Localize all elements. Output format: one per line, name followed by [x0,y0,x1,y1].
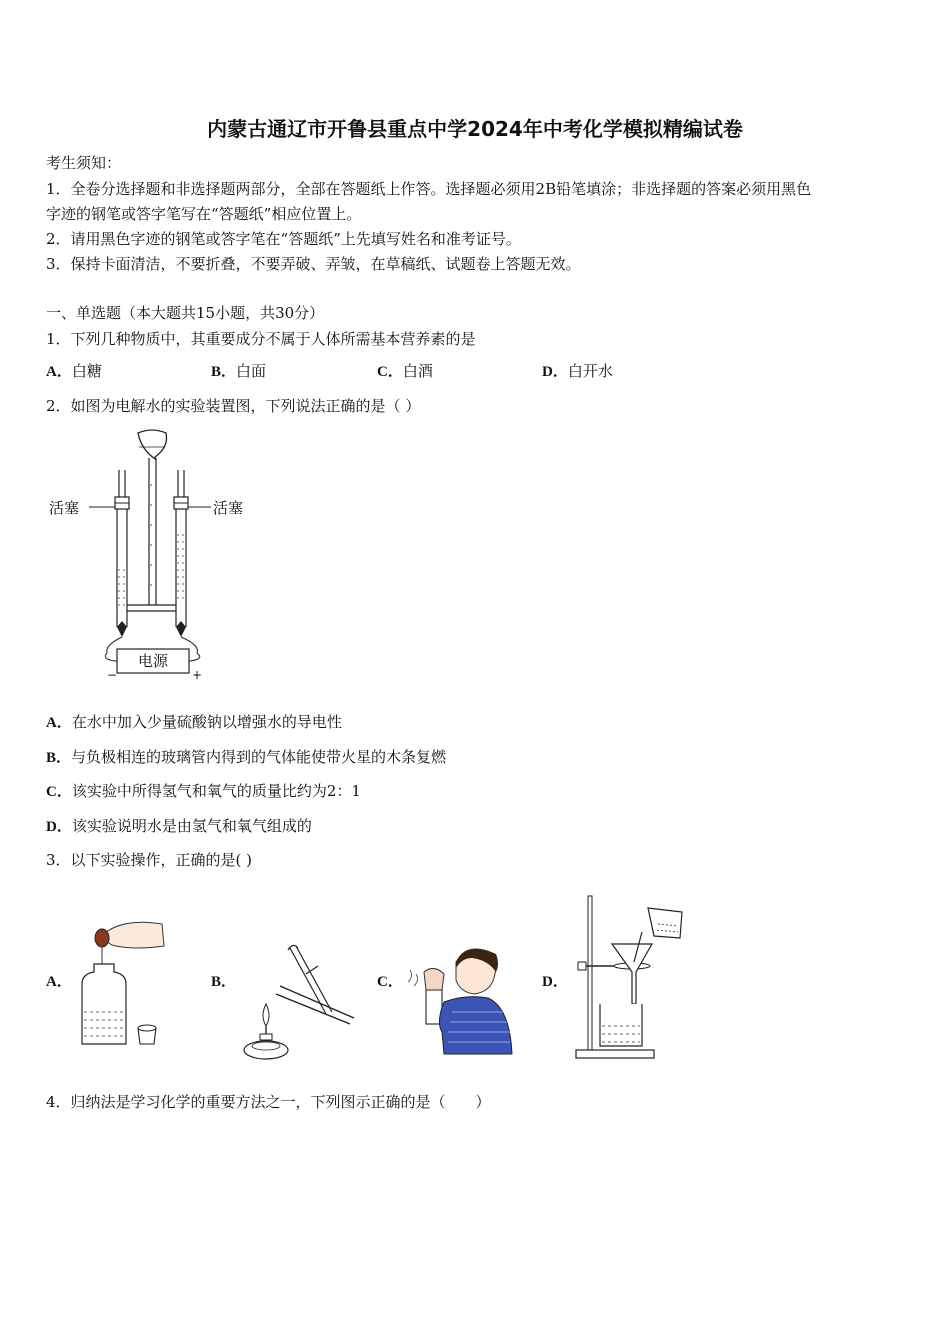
q2-option-b-text: 与负极相连的玻璃管内得到的气体能使带火星的木条复燃 [71,748,447,766]
negative-terminal-label: − [107,668,118,682]
power-source-label: 电源 [137,652,169,670]
q2-option-a-label: A． [46,715,72,731]
smelling-gas-figure [404,942,518,1058]
page-title: 内蒙古通辽市开鲁县重点中学2024年中考化学模拟精编试卷 [207,117,743,141]
q3-option-d-label: D． [542,974,568,990]
question-1-stem: 1．下列几种物质中，其重要成分不属于人体所需基本营养素的是 [46,330,476,348]
electrolysis-apparatus-figure [45,425,255,685]
right-stopcock-label: 活塞 [213,499,244,517]
q3-option-a-label: A． [46,974,72,990]
q2-option-d-text: 该实验说明水是由氢气和氧气组成的 [71,817,312,835]
question-2-stem: 2．如图为电解水的实验装置图，下列说法正确的是（ ） [46,397,421,415]
notice-item-1-line-1: 1．全卷分选择题和非选择题两部分，全部在答题纸上作答。选择题必须用2B铅笔填涂；非选择题的答案必须用黑色 [46,180,812,198]
q1-option-a-label: A． [46,364,72,380]
left-stopcock-label: 活塞 [49,499,80,517]
q1-option-b [211,360,266,381]
q1-option-c-label: C． [377,364,403,380]
q2-option-d [46,815,312,836]
q3-option-b-label: B． [211,974,237,990]
heating-test-tube-figure [236,942,358,1062]
positive-terminal-label: + [192,668,203,682]
q2-option-a [46,711,342,732]
notice-item-2: 2．请用黑色字迹的钢笔或答字笔在“答题纸”上先填写姓名和准考证号。 [46,230,521,248]
question-4-stem: 4．归纳法是学习化学的重要方法之一，下列图示正确的是（ ） [46,1093,491,1111]
q1-option-b-label: B． [211,364,237,380]
pouring-liquid-from-bottle-figure [76,912,168,1052]
q2-option-a-text: 在水中加入少量硫酸钠以增强水的导电性 [71,713,342,731]
question-3-stem: 3．以下实验操作，正确的是( ) [46,851,253,869]
q2-option-c [46,780,361,801]
q2-option-b [46,746,446,767]
q2-option-d-label: D． [46,819,72,835]
q1-option-c-text: 白酒 [402,362,433,380]
q1-option-c [377,360,433,381]
notice-item-3: 3．保持卡面清洁，不要折叠，不要弄破、弄皱，在草稿纸、试题卷上答题无效。 [46,255,581,273]
q1-option-b-text: 白面 [236,362,267,380]
q1-option-d [542,360,613,381]
q2-option-b-label: B． [46,750,72,766]
section-heading: 一、单选题（本大题共15小题，共30分） [46,304,325,322]
q1-option-a-text: 白糖 [71,362,102,380]
q1-option-d-text: 白开水 [567,362,613,380]
q3-option-c-label: C． [377,974,403,990]
notice-heading: 考生须知： [46,154,122,172]
notice-item-1-line-2: 字迹的钢笔或答字笔写在“答题纸”相应位置上。 [46,205,362,223]
filtration-setup-figure [572,892,694,1062]
q2-option-c-label: C． [46,784,72,800]
q2-option-c-text: 该实验中所得氢气和氧气的质量比约为2：1 [71,782,361,800]
q1-option-a [46,360,102,381]
q1-option-d-label: D． [542,364,568,380]
